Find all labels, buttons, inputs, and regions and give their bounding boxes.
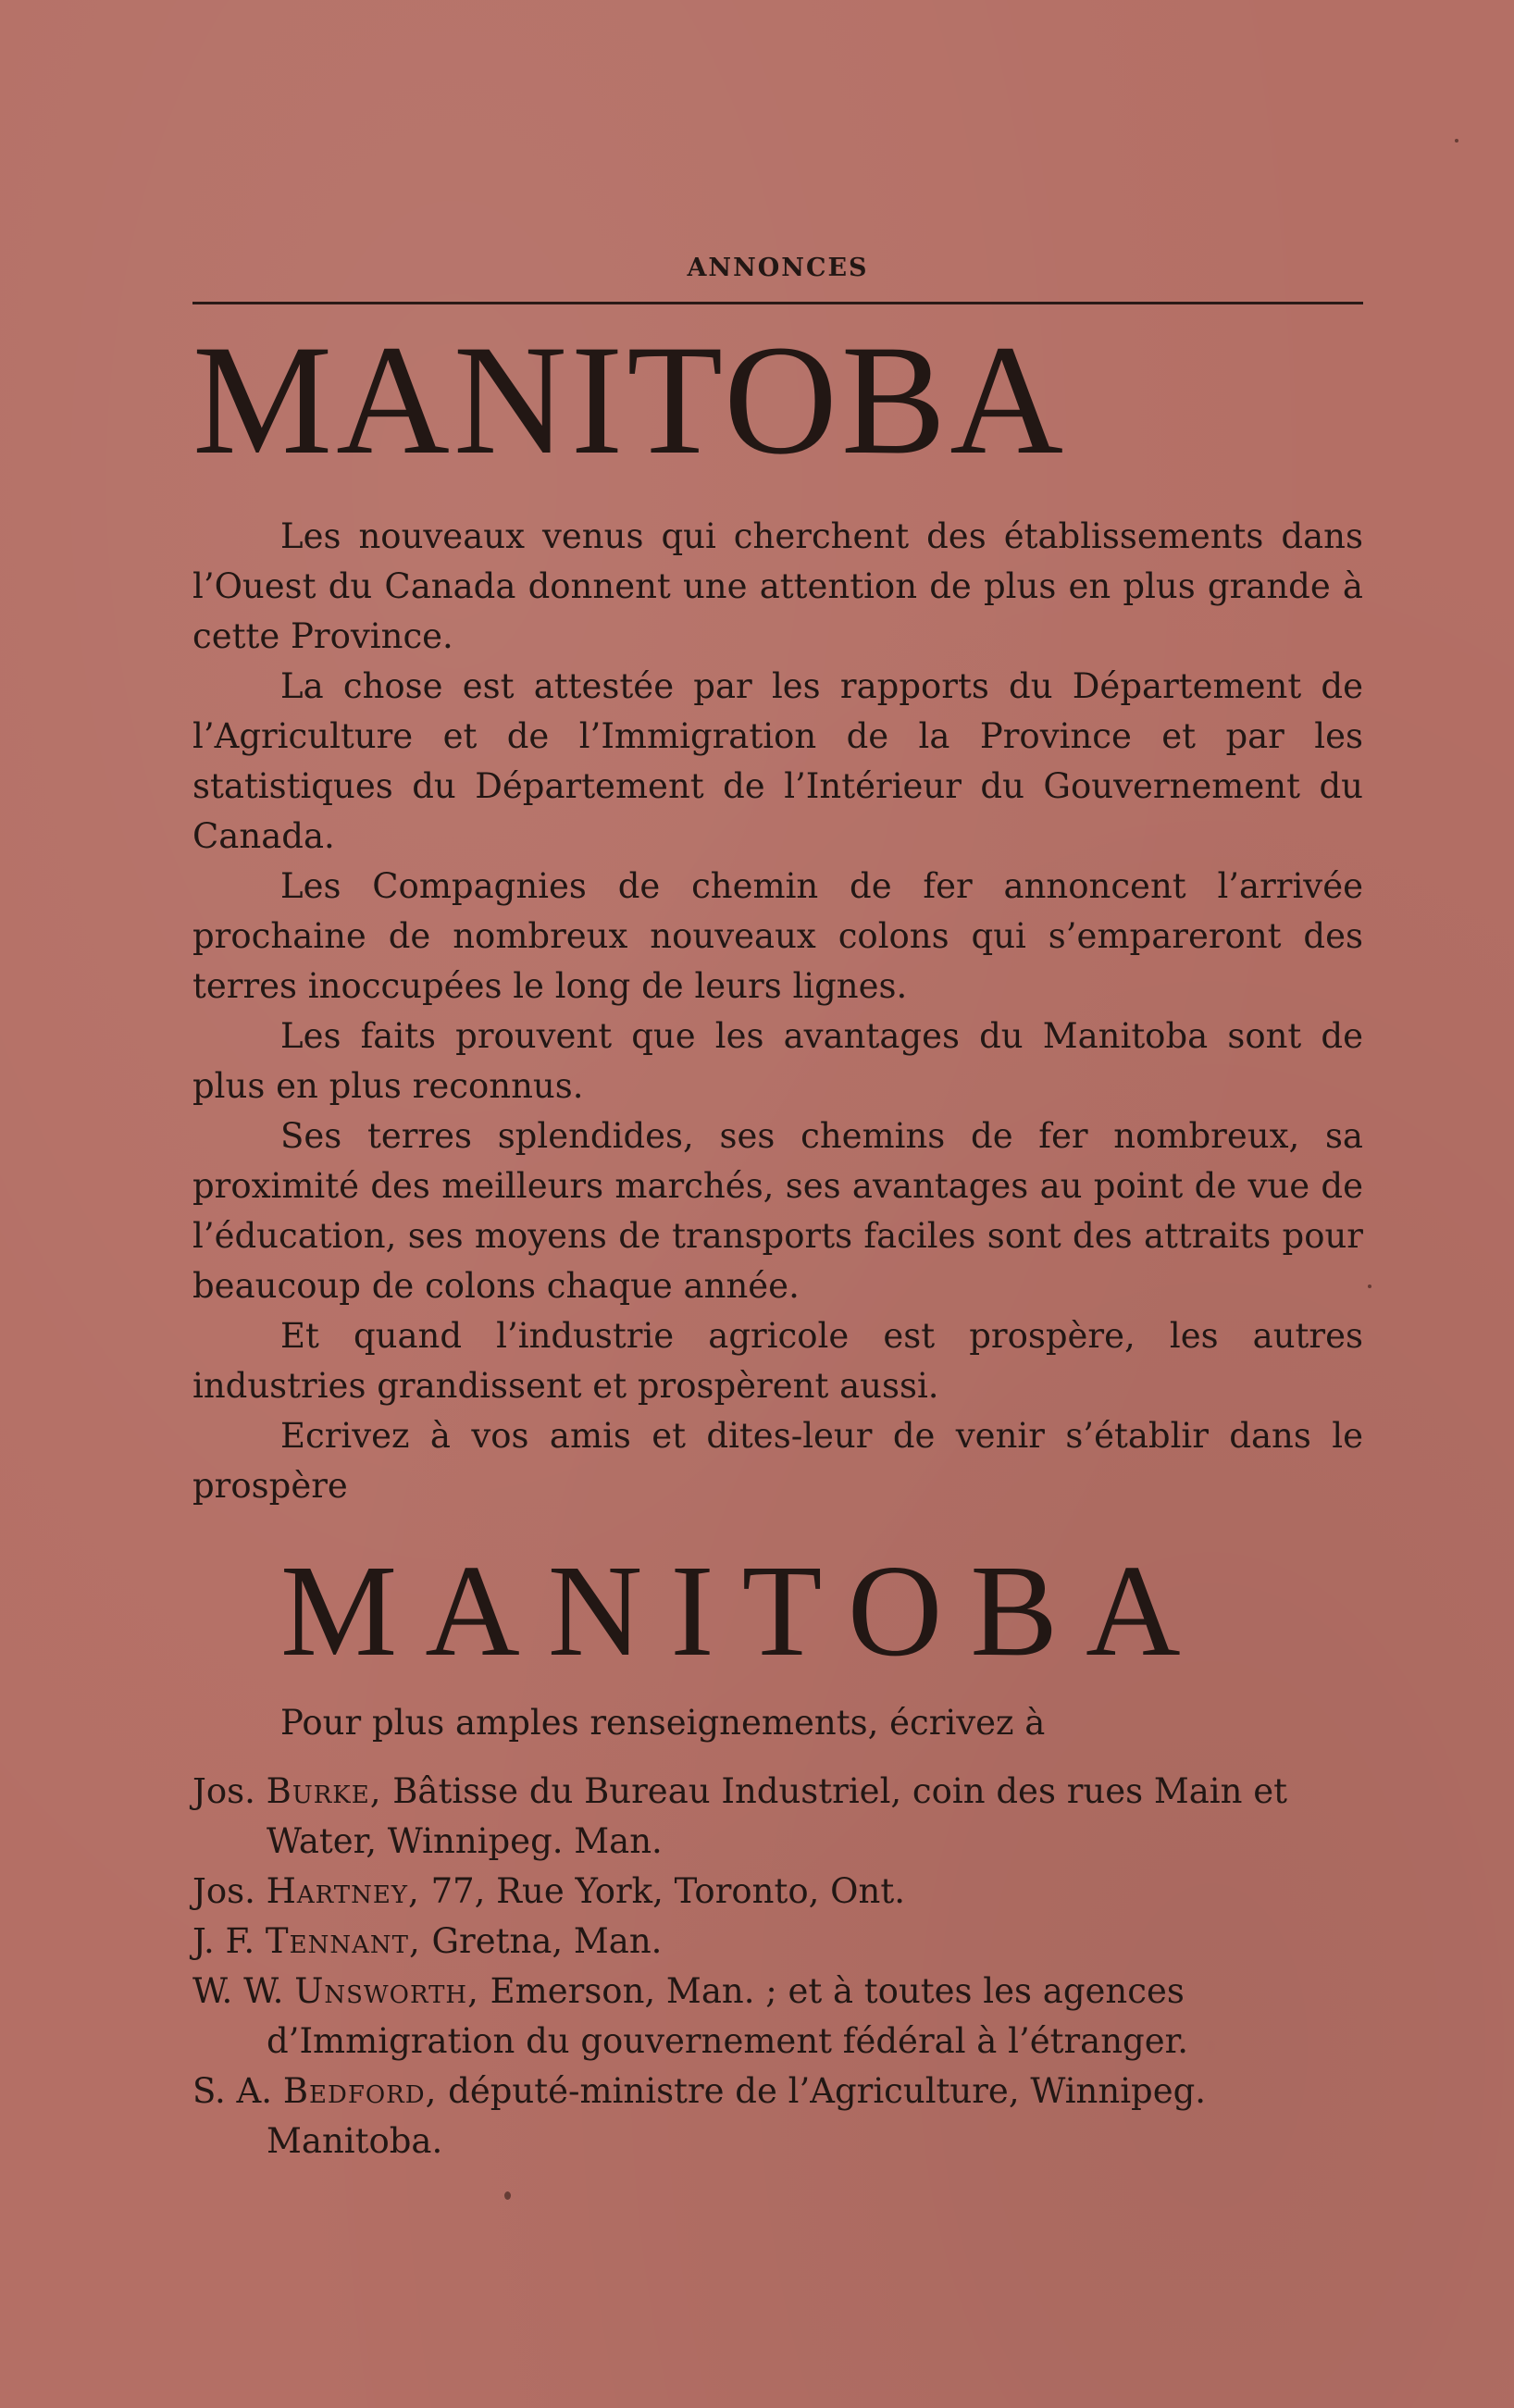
paragraph: La chose est attestée par les rapports du Département de l’Agriculture et de l’Immigration de la Province et par les statistiques du Département de l’Intérieur du Gouvernement du Canada.	[192, 666, 1363, 856]
contact-name: Hartney,	[266, 1871, 420, 1911]
contact-entry	[192, 1917, 1363, 1967]
contact-list	[192, 1767, 1363, 2166]
paper-speck	[1368, 1285, 1371, 1288]
header-rule	[192, 302, 1363, 304]
contact-details: Bâtisse du Bureau Industriel, coin des rues Main et Water, Winnipeg. Man.	[267, 1771, 1287, 1861]
paragraph: Les Compagnies de chemin de fer annoncent l’arrivée prochaine de nombreux nouveaux colons qui s’empareront des terres inoccupées le long de leurs lignes.	[192, 866, 1363, 1006]
advertisement	[192, 250, 1363, 2166]
paragraph: Les nouveaux venus qui cherchent des établissements dans l’Ouest du Canada donnent une attention de plus en plus grande à cette Province.	[192, 516, 1363, 656]
contact-entry	[192, 1767, 1363, 1867]
contact-initials: Jos.	[192, 1871, 255, 1911]
paper-speck	[504, 2191, 511, 2200]
contact-initials: J. F.	[192, 1921, 255, 1961]
contact-entry	[192, 1867, 1363, 1917]
contact-name: Burke,	[266, 1771, 382, 1811]
contact-initials: W. W.	[192, 1971, 284, 2011]
contact-name: Unsworth,	[294, 1971, 479, 2011]
paper-speck	[1455, 139, 1458, 143]
contact-name: Tennant,	[265, 1921, 421, 1961]
info-line: Pour plus amples renseignements, écrivez à	[280, 1703, 1046, 1743]
paragraph: Ses terres splendides, ses chemins de fer nombreux, sa proximité des meilleurs marchés, ses avantages au point de vue de l’éducation, ses moyens de transports faciles sont des attraits pour beaucoup de colons chaque année.	[192, 1116, 1363, 1306]
contact-details: député-ministre de l’Agriculture, Winnipeg. Manitoba.	[267, 2071, 1207, 2161]
paragraph: Les faits prouvent que les avantages du Manitoba sont de plus en plus reconnus.	[192, 1016, 1363, 1106]
contact-details: Gretna, Man.	[431, 1921, 663, 1961]
contact-details: Emerson, Man. ; et à toutes les agences d’Immigration du gouvernement fédéral à l’étranger.	[267, 1971, 1189, 2061]
paragraph: Et quand l’industrie agricole est prospère, les autres industries grandissent et prospèrent aussi.	[192, 1316, 1363, 1406]
main-title: MANITOBA	[192, 313, 1068, 487]
contact-initials: Jos.	[192, 1771, 255, 1811]
contact-entry	[192, 1967, 1363, 2067]
paragraph: Ecrivez à vos amis et dites-leur de venir s’établir dans le prospère	[192, 1416, 1363, 1506]
contact-initials: S. A.	[192, 2071, 273, 2111]
contact-details: 77, Rue York, Toronto, Ont.	[430, 1871, 905, 1911]
contact-entry	[192, 2067, 1363, 2166]
contact-name: Bedford,	[282, 2071, 438, 2111]
secondary-title: MANITOBA	[280, 1537, 1209, 1683]
running-head: ANNONCES	[687, 254, 869, 282]
